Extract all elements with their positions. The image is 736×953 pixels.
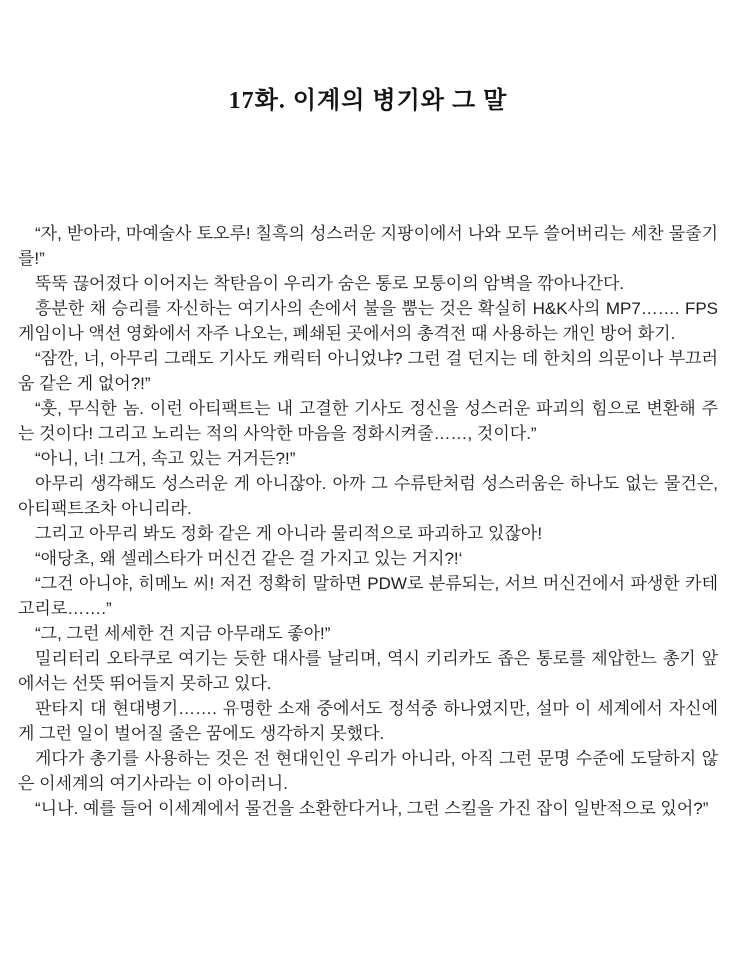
paragraph: 아무리 생각해도 성스러운 게 아니잖아. 아까 그 수류탄처럼 성스러움은 하나도 없는 물건은, 아티팩트조차 아니리라. [18, 474, 718, 518]
paragraph: “애당초, 왜 셀레스타가 머신건 같은 걸 가지고 있는 거지?!‘ [35, 549, 463, 568]
paragraph: 판타지 대 현대병기……. 유명한 소재 중에서도 정석중 하나였지만, 설마 이 세계에서 자신에게 그런 일이 벌어질 줄은 꿈에도 생각하지 못했다. [18, 699, 718, 743]
chapter-body [0, 115, 736, 821]
paragraph: 밀리터리 오타쿠로 여기는 듯한 대사를 날리며, 역시 키리카도 좁은 통로를 제압한느 총기 앞에서는 선뜻 뛰어들지 못하고 있다. [18, 649, 718, 693]
paragraph: 그리고 아무리 봐도 정화 같은 게 아니라 물리적으로 파괴하고 있잖아! [35, 524, 543, 543]
paragraph: 게다가 총기를 사용하는 것은 전 현대인인 우리가 아니라, 아직 그런 문명 수준에 도달하지 않은 이세계의 여기사라는 이 아이러니. [18, 749, 718, 793]
paragraph: “훗, 무식한 놈. 이런 아티팩트는 내 고결한 기사도 정신을 성스러운 파괴의 힘으로 변환해 주는 것이다! 그리고 노리는 적의 사악한 마음을 정화시켜줄……, 것이다.” [18, 399, 718, 443]
paragraph: 흥분한 채 승리를 자신하는 여기사의 손에서 불을 뿜는 것은 확실히 H&K사의 MP7……. FPS 게임이나 액션 영화에서 자주 나오는, 폐쇄된 곳에서의 총격전 때 사용하는 개인 방어 화기. [18, 299, 718, 343]
chapter-title: 17화. 이계의 병기와 그 말 [228, 88, 508, 114]
paragraph: “니나. 예를 들어 이세계에서 물건을 소환한다거나, 그런 스킬을 가진 잡이 일반적으로 있어?” [35, 799, 709, 818]
paragraph: “아니, 너! 그거, 속고 있는 거거든?!” [35, 449, 296, 468]
paragraph: 뚝뚝 끊어졌다 이어지는 착탄음이 우리가 숨은 통로 모퉁이의 암벽을 깎아나간다. [35, 274, 625, 293]
paragraph: “그, 그런 세세한 건 지금 아무래도 좋아!” [35, 624, 331, 643]
paragraph: “자, 받아라, 마예술사 토오루! 칠흑의 성스러운 지팡이에서 나와 모두 쓸어버리는 세찬 물줄기를!” [18, 224, 718, 268]
paragraph: “잠깐, 너, 아무리 그래도 기사도 캐릭터 아니었냐? 그런 걸 던지는 데 한치의 의문이나 부끄러움 같은 게 없어?!” [18, 349, 718, 393]
paragraph: “그건 아니야, 히메노 씨! 저건 정확히 말하면 PDW로 분류되는, 서브 머신건에서 파생한 카테고리로…….” [18, 574, 718, 618]
